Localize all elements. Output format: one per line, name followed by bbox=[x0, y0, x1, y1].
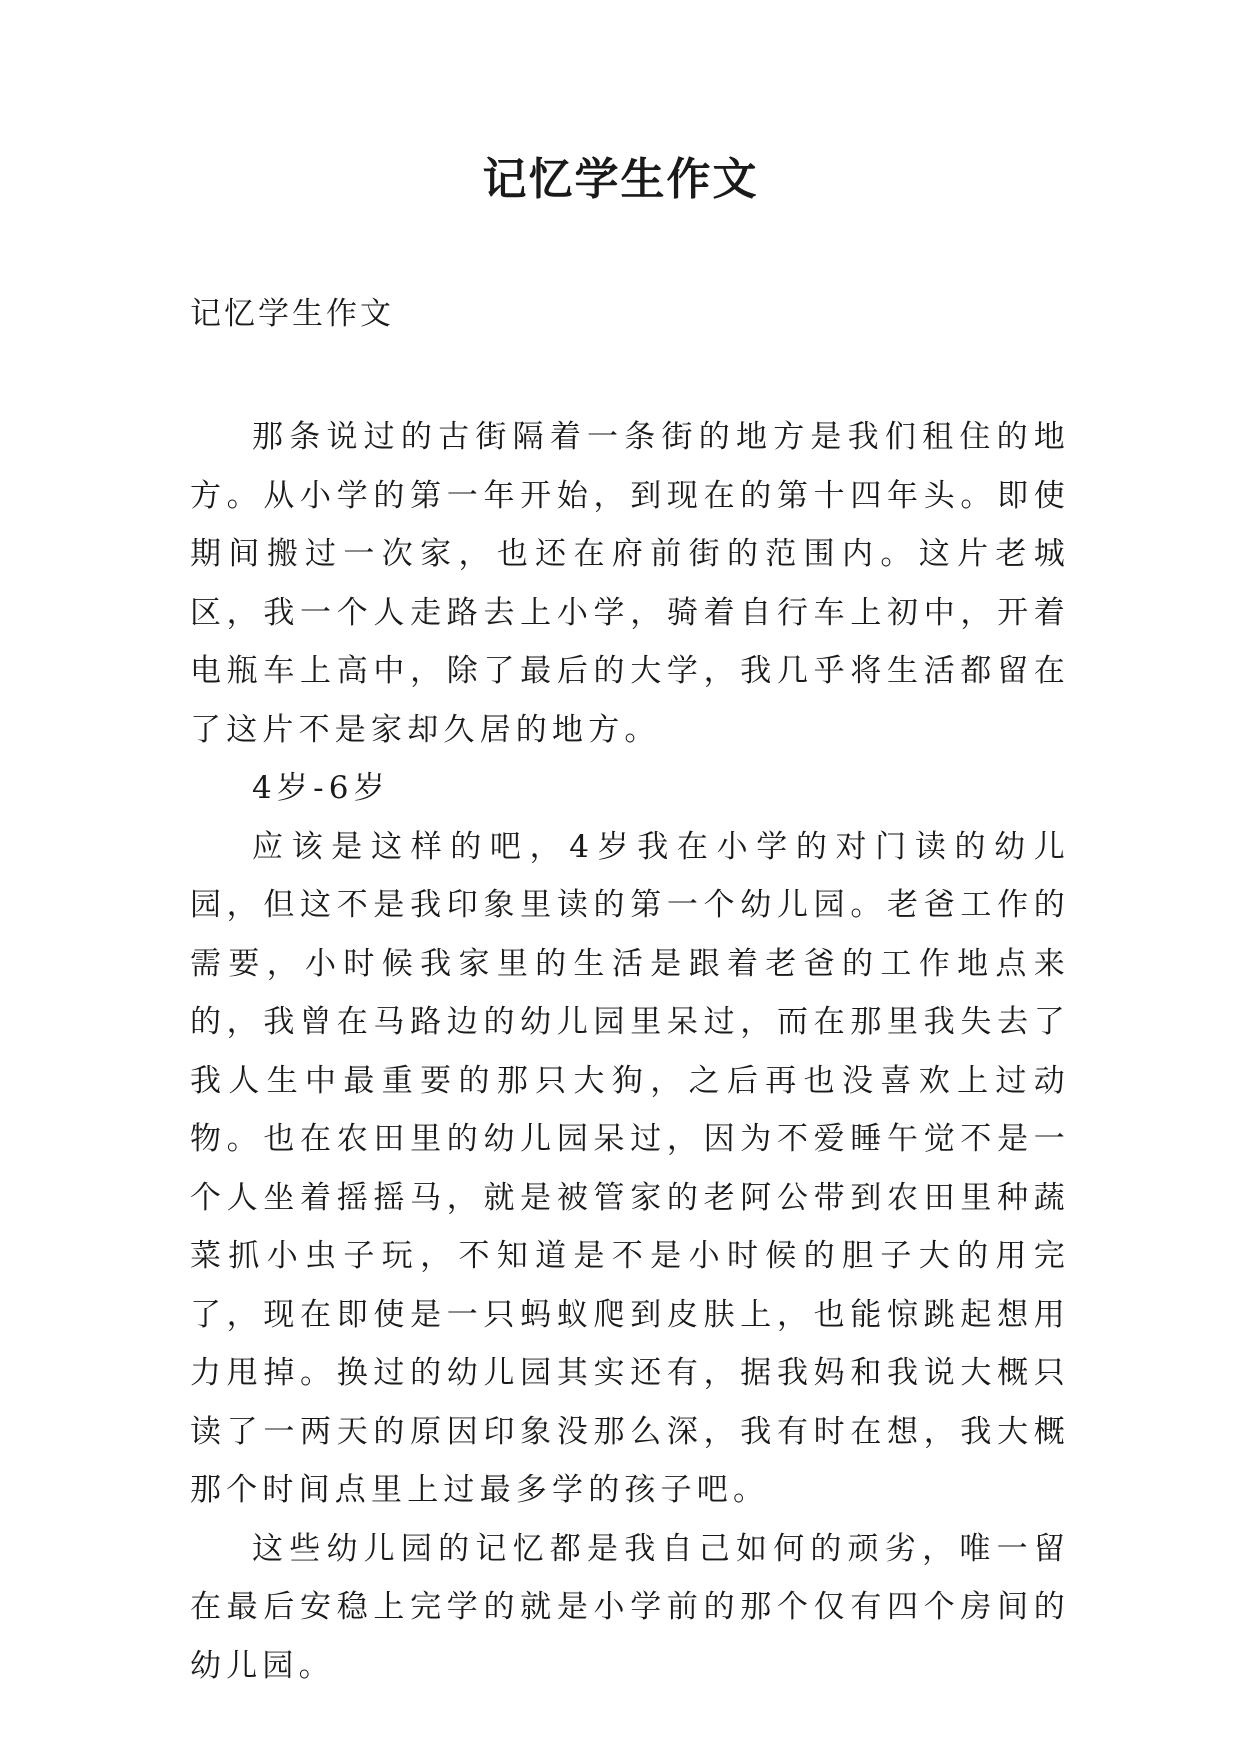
body-paragraph-intro: 那条说过的古街隔着一条街的地方是我们租住的地方。从小学的第一年开始，到现在的第十四年头。即使期间搬过一次家，也还在府前街的范围内。这片老城区，我一个人走路去上小学，骑着自行车上初中，开着电瓶车上高中，除了最后的大学，我几乎将生活都留在了这片不是家却久居的地方。 bbox=[190, 419, 1070, 748]
document-subtitle: 记忆学生作文 bbox=[190, 296, 394, 332]
document-title: 记忆学生作文 bbox=[482, 154, 759, 205]
body-paragraph-kindergartens: 应该是这样的吧，4岁我在小学的对门读的幼儿园，但这不是我印象里读的第一个幼儿园。老爸工作的需要，小时候我家里的生活是跟着老爸的工作地点来的，我曾在马路边的幼儿园里呆过，而在那里我失去了我人生中最重要的那只大狗，之后再也没喜欢上过动物。也在农田里的幼儿园呆过，因为不爱睡午觉不是一个人坐着摇摇马，就是被管家的老阿公带到农田里种蔬菜抓小虫子玩，不知道是不是小时候的胆子大的用完了，现在即使是一只蚂蚁爬到皮肤上，也能惊跳起想用力甩掉。换过的幼儿园其实还有，据我妈和我说大概只读了一两天的原因印象没那么深，我有时在想，我大概那个时间点里上过最多学的孩子吧。 bbox=[190, 828, 1070, 1508]
body-section-heading-age: 4岁-6岁 bbox=[252, 770, 390, 806]
document-body bbox=[190, 408, 1070, 1695]
body-paragraph-last-kindergarten: 这些幼儿园的记忆都是我自己如何的顽劣，唯一留在最后安稳上完学的就是小学前的那个仅有四个房间的幼儿园。 bbox=[190, 1530, 1070, 1684]
